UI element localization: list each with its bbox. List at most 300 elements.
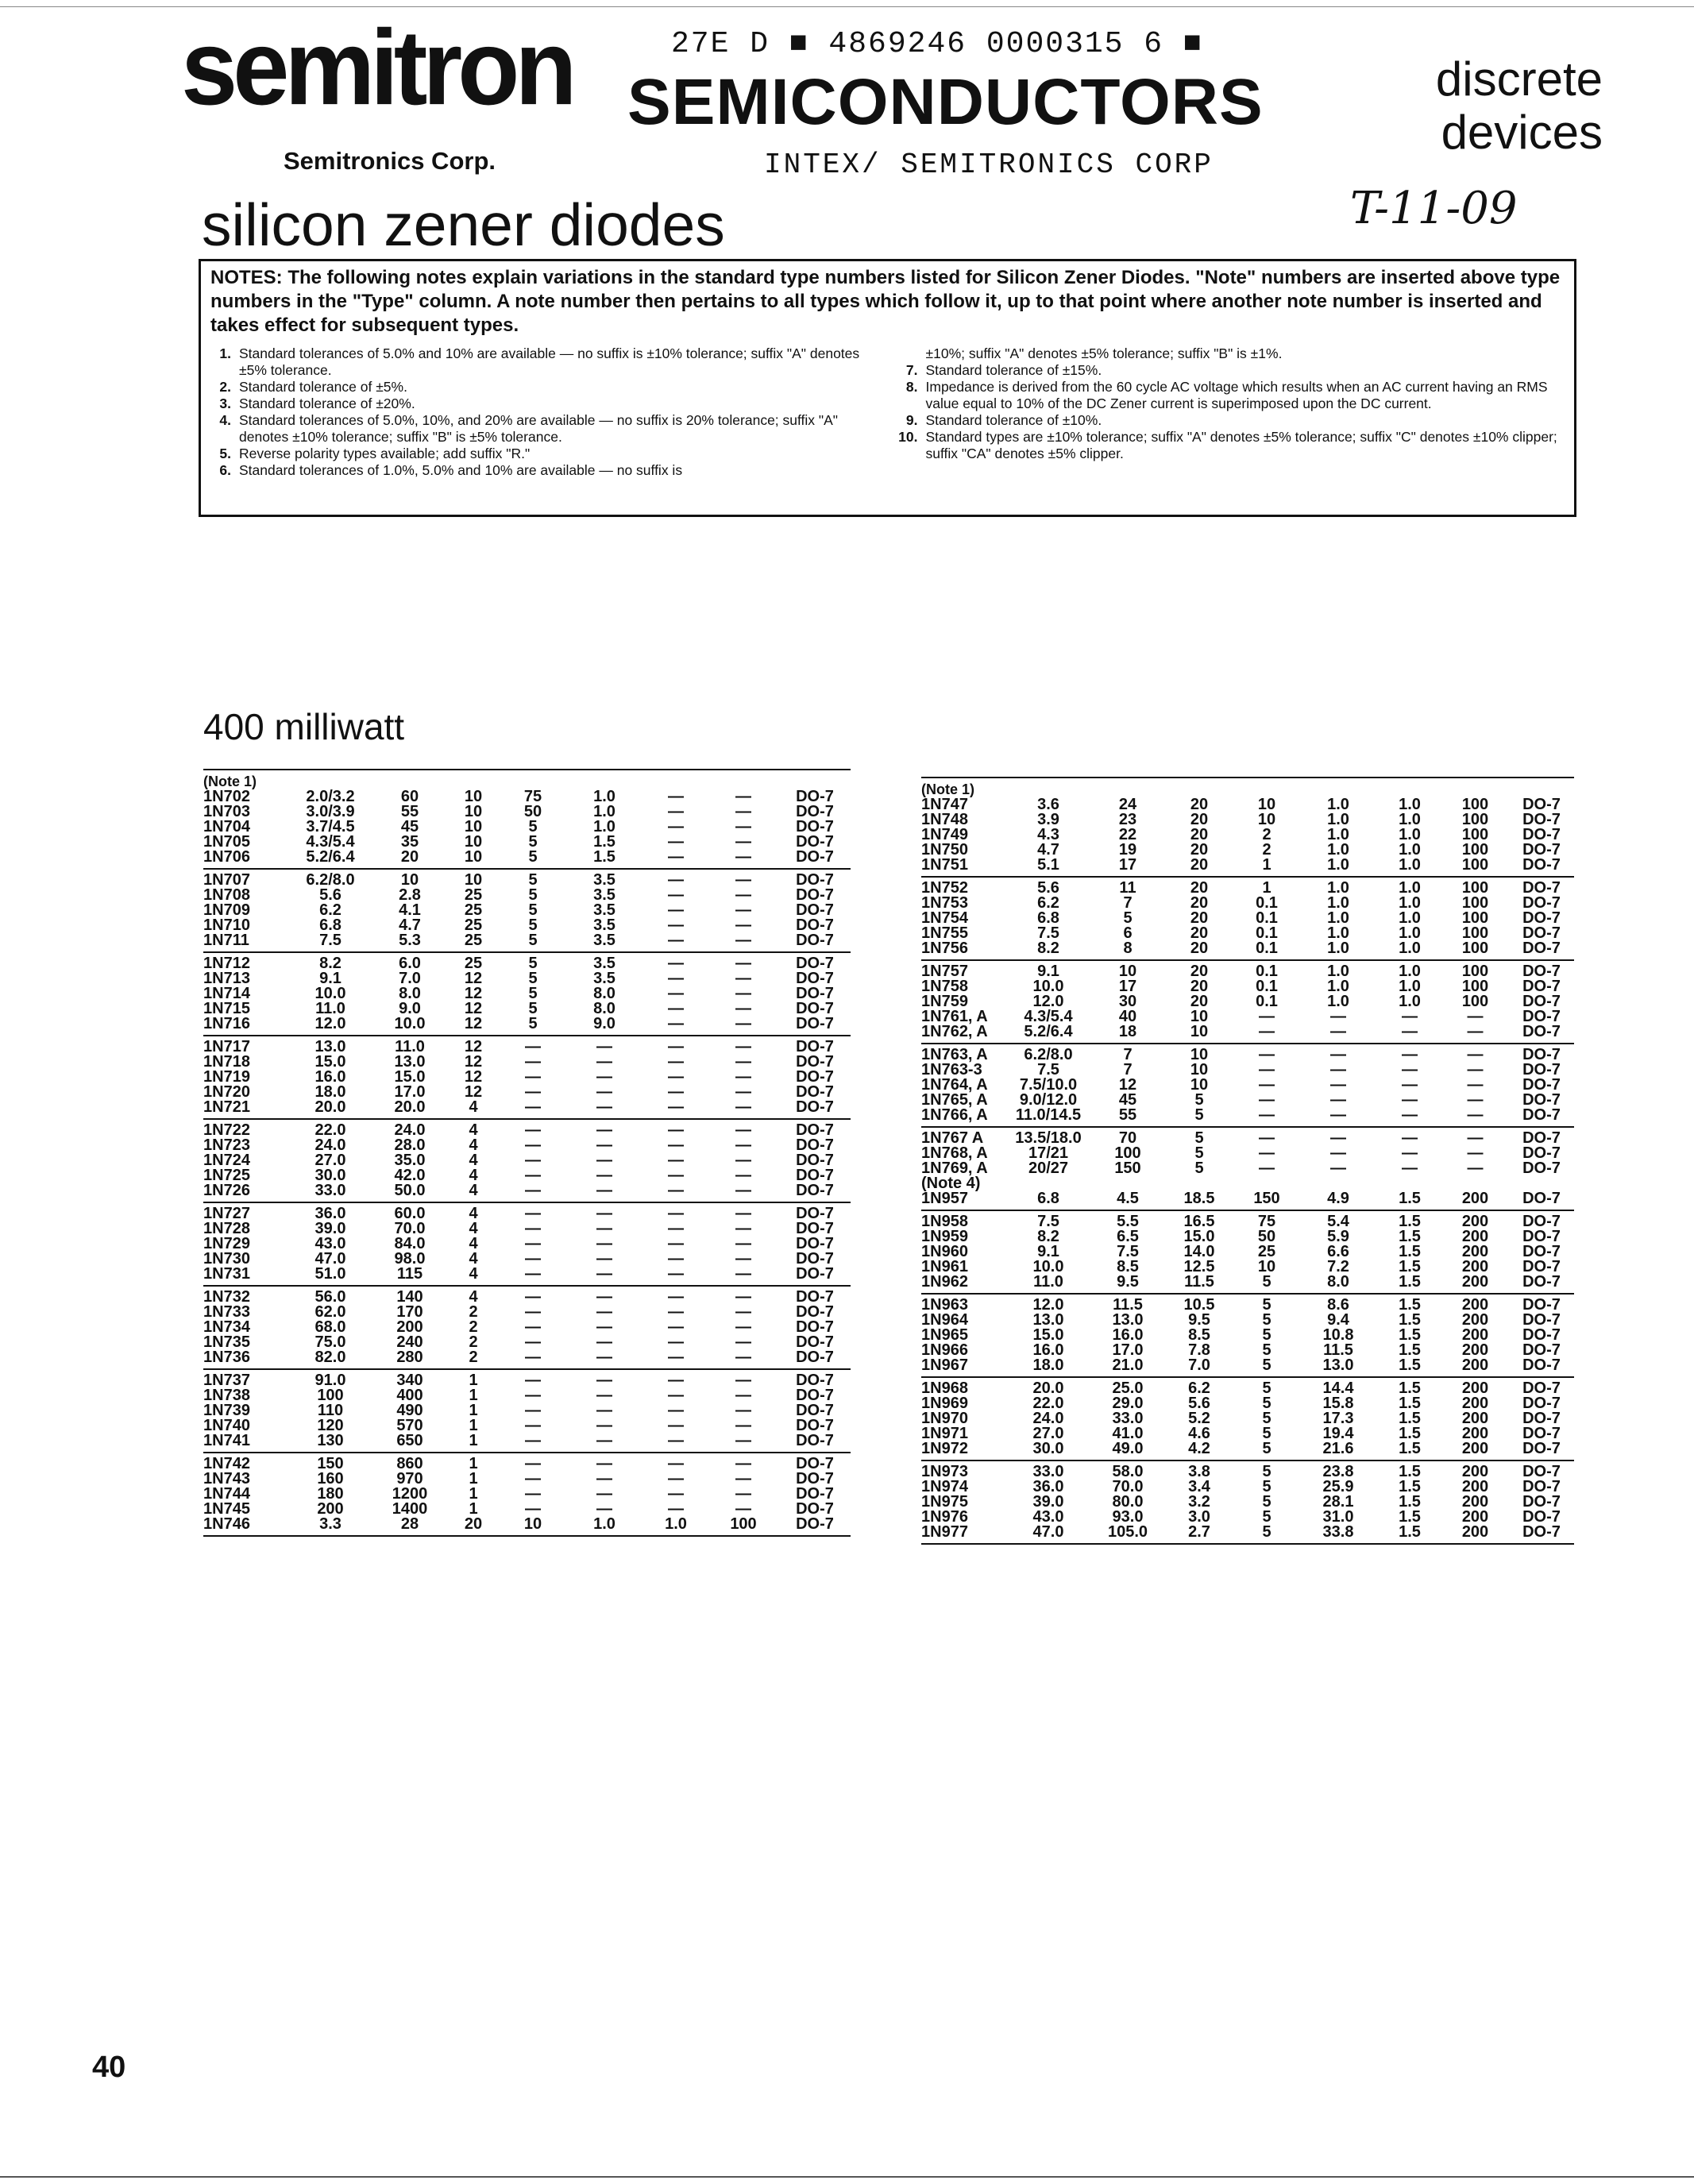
table-cell: 5 [1262, 1440, 1271, 1457]
type-number-cell: 1N712 [203, 955, 250, 972]
table-cell: 5 [1262, 1463, 1271, 1480]
type-number-cell: 1N745 [203, 1500, 250, 1518]
table-cell: 1.0 [1327, 811, 1349, 828]
table-cell: DO-7 [796, 1500, 834, 1518]
type-number-cell: 1N971 [921, 1425, 968, 1442]
table-cell: 105.0 [1107, 1523, 1148, 1541]
table-cell: 70.0 [394, 1220, 426, 1237]
table-cell: 2 [469, 1333, 478, 1351]
note-number [897, 345, 918, 362]
table-cell: — [735, 1015, 751, 1032]
table-cell: 12 [464, 1015, 483, 1032]
type-number-cell: 1N718 [203, 1053, 250, 1071]
table-cell: DO-7 [1522, 993, 1561, 1010]
table-cell: 150 [1114, 1160, 1141, 1177]
table-cell: 5.2 [1188, 1410, 1210, 1427]
table-cell: 100 [1461, 978, 1489, 995]
table-cell: 6.2 [1037, 894, 1059, 912]
table-cell: 75 [1257, 1213, 1276, 1230]
table-cell: 400 [396, 1387, 423, 1404]
table-cell: 5.2/6.4 [1024, 1023, 1073, 1040]
table-cell: DO-7 [1522, 1243, 1561, 1260]
table-cell: 20 [1190, 978, 1209, 995]
type-number-cell: 1N730 [203, 1250, 250, 1268]
table-cell: — [735, 1053, 751, 1071]
table-cell: 1.0 [1327, 841, 1349, 859]
table-cell: 43.0 [314, 1235, 346, 1252]
table-cell: 100 [1461, 940, 1489, 957]
table-cell: 31.0 [1322, 1508, 1354, 1526]
table-cell: 12.5 [1183, 1258, 1215, 1275]
table-cell: — [1330, 1061, 1346, 1078]
table-cell: 5.9 [1327, 1228, 1349, 1245]
table-cell: 100 [1461, 879, 1489, 897]
table-cell: 20 [464, 1515, 483, 1533]
table-cell: 50 [523, 803, 542, 820]
table-cell: — [596, 1121, 612, 1139]
note-number: 3. [219, 396, 231, 411]
type-number-cell: 1N742 [203, 1455, 250, 1472]
table-cell: 30.0 [1032, 1440, 1064, 1457]
table-cell: DO-7 [1522, 1046, 1561, 1063]
table-cell: 5 [1262, 1508, 1271, 1526]
table-cell: 22 [1118, 826, 1137, 843]
table-cell: — [596, 1455, 612, 1472]
table-cell: 3.5 [593, 871, 615, 889]
table-cell: — [1330, 1091, 1346, 1109]
note-number: 10. [898, 429, 918, 445]
table-cell: DO-7 [1522, 1523, 1561, 1541]
table-cell: — [1467, 1144, 1484, 1162]
table-cell: 2 [469, 1318, 478, 1336]
table-row [203, 1183, 851, 1198]
table-cell: DO-7 [1522, 1160, 1561, 1177]
table-cell: 200 [1461, 1258, 1489, 1275]
table-cell: 200 [1461, 1425, 1489, 1442]
table-cell: 5.6 [1188, 1395, 1210, 1412]
table-cell: 100 [1461, 856, 1489, 874]
table-cell: — [1259, 1129, 1275, 1147]
table-cell: 24.0 [394, 1121, 426, 1139]
table-cell: 13.5/18.0 [1015, 1129, 1082, 1147]
type-number-cell: 1N741 [203, 1432, 250, 1449]
table-cell: DO-7 [796, 1136, 834, 1154]
table-cell: — [1402, 1091, 1418, 1109]
notes-box [199, 259, 1576, 517]
category-label: discrete devices [1435, 52, 1603, 160]
table-cell: DO-7 [1522, 1190, 1561, 1207]
table-cell: — [596, 1250, 612, 1268]
table-cell: 55 [1118, 1106, 1137, 1124]
table-cell: 17 [1118, 856, 1137, 874]
table-cell: — [596, 1470, 612, 1488]
note-item [210, 396, 878, 412]
table-cell: 10.5 [1183, 1296, 1215, 1314]
table-cell: 5 [1262, 1523, 1271, 1541]
table-cell: 11.0/14.5 [1015, 1106, 1082, 1124]
table-cell: — [596, 1235, 612, 1252]
table-cell: DO-7 [1522, 978, 1561, 995]
type-number-cell: 1N728 [203, 1220, 250, 1237]
table-cell: 10.0 [1032, 1258, 1064, 1275]
table-cell: 20 [1190, 940, 1209, 957]
table-cell: 280 [396, 1349, 423, 1366]
table-cell: 12 [1118, 1076, 1137, 1094]
type-number-cell: 1N957 [921, 1190, 968, 1207]
table-cell: 3.6 [1037, 796, 1059, 813]
table-cell: — [735, 1121, 751, 1139]
table-cell: 10 [464, 803, 483, 820]
table-cell: 25 [464, 886, 483, 904]
table-cell: 5 [528, 916, 538, 934]
table-cell: 20 [1190, 909, 1209, 927]
table-cell: 200 [1461, 1341, 1489, 1359]
type-number-cell: 1N704 [203, 818, 250, 835]
table-cell: 18.5 [1183, 1190, 1215, 1207]
table-cell: — [525, 1205, 541, 1222]
table-cell: DO-7 [796, 818, 834, 835]
table-cell: 1.5 [1399, 1410, 1421, 1427]
table-cell: — [525, 1235, 541, 1252]
table-cell: 1.0 [1327, 879, 1349, 897]
table-cell: DO-7 [796, 1432, 834, 1449]
table-cell: 150 [317, 1455, 344, 1472]
table-cell: — [668, 1235, 684, 1252]
table-cell: 650 [396, 1432, 423, 1449]
table-cell: 9.0/12.0 [1019, 1091, 1078, 1109]
table-cell: 1 [469, 1455, 478, 1472]
table-cell: — [735, 833, 751, 851]
table-cell: 20.0 [394, 1098, 426, 1116]
notes-left-column [210, 345, 878, 479]
table-cell: DO-7 [796, 1455, 834, 1472]
table-cell: — [525, 1455, 541, 1472]
table-cell: 100 [1461, 924, 1489, 942]
note-number: 6. [219, 462, 231, 478]
table-row [203, 805, 851, 820]
table-cell: — [1467, 1106, 1484, 1124]
type-number-cell: 1N753 [921, 894, 968, 912]
table-cell: 4 [469, 1167, 478, 1184]
note-item [897, 379, 1565, 412]
type-number-cell: 1N724 [203, 1152, 250, 1169]
table-cell: 8.0 [593, 1000, 615, 1017]
table-cell: — [1259, 1106, 1275, 1124]
type-number-cell: 1N964 [921, 1311, 968, 1329]
table-cell: 100 [1461, 963, 1489, 980]
table-cell: — [1259, 1144, 1275, 1162]
table-cell: DO-7 [796, 1349, 834, 1366]
note-item [897, 429, 1565, 462]
table-cell: — [525, 1402, 541, 1419]
table-cell: 5 [528, 1015, 538, 1032]
table-cell: 41.0 [1112, 1425, 1144, 1442]
table-cell: DO-7 [1522, 1061, 1561, 1078]
table-cell: 1.5 [1399, 1228, 1421, 1245]
type-number-cell: (Note 4) [921, 1175, 981, 1192]
type-number-cell: 1N967 [921, 1356, 968, 1374]
section-title: 400 milliwatt [203, 706, 405, 747]
table-cell: — [668, 818, 684, 835]
table-cell: — [525, 1220, 541, 1237]
table-cell: 200 [1461, 1311, 1489, 1329]
table-cell: — [1402, 1023, 1418, 1040]
type-number-cell: 1N743 [203, 1470, 250, 1488]
table-cell: — [668, 985, 684, 1002]
type-number-cell: 1N731 [203, 1265, 250, 1283]
table-cell: DO-7 [796, 1402, 834, 1419]
table-cell: 15.0 [1183, 1228, 1215, 1245]
table-cell: 10.8 [1322, 1326, 1354, 1344]
type-number-cell: 1N763-3 [921, 1061, 982, 1078]
table-cell: 20/27 [1028, 1160, 1069, 1177]
table-row [921, 1525, 1574, 1540]
note-text: Standard tolerance of ±15%. [925, 362, 1102, 378]
type-number-cell: 1N714 [203, 985, 250, 1002]
table-cell: 20 [1190, 826, 1209, 843]
type-number-cell: 1N961 [921, 1258, 968, 1275]
table-group [203, 870, 851, 953]
table-cell: 10 [1257, 1258, 1276, 1275]
table-cell: 2 [469, 1303, 478, 1321]
table-cell: — [596, 1288, 612, 1306]
table-cell: 200 [1461, 1356, 1489, 1374]
table-cell: 55 [400, 803, 419, 820]
table-cell: 5 [1194, 1091, 1204, 1109]
table-cell: DO-7 [796, 833, 834, 851]
table-cell: 1 [469, 1387, 478, 1404]
table-cell: — [525, 1432, 541, 1449]
table-cell: 5 [1262, 1273, 1271, 1291]
table-cell: 25 [464, 901, 483, 919]
table-cell: — [596, 1372, 612, 1389]
table-cell: DO-7 [1522, 1106, 1561, 1124]
table-cell: 4 [469, 1098, 478, 1116]
table-cell: DO-7 [796, 1318, 834, 1336]
table-cell: 12.0 [314, 1015, 346, 1032]
table-cell: 20 [1190, 796, 1209, 813]
table-cell: — [1467, 1046, 1484, 1063]
table-row [921, 1275, 1574, 1290]
table-cell: 1.5 [1399, 1508, 1421, 1526]
table-cell: 9.0 [593, 1015, 615, 1032]
table-cell: — [1467, 1129, 1484, 1147]
table-cell: 200 [1461, 1379, 1489, 1397]
table-cell: 100 [1461, 993, 1489, 1010]
table-group [921, 1211, 1574, 1295]
table-cell: DO-7 [796, 1387, 834, 1404]
intex-label: INTEX/ SEMITRONICS CORP [764, 149, 1214, 181]
type-number-cell: 1N726 [203, 1182, 250, 1199]
table-cell: 5 [528, 985, 538, 1002]
table-cell: 12 [464, 970, 483, 987]
table-cell: 3.0 [1188, 1508, 1210, 1526]
table-cell: 4 [469, 1182, 478, 1199]
table-cell: — [1402, 1106, 1418, 1124]
note-number: 5. [219, 446, 231, 461]
table-cell: 45 [1118, 1091, 1137, 1109]
table-cell: 7.5 [1037, 1061, 1059, 1078]
table-cell: 1.0 [1399, 841, 1421, 859]
table-cell: 130 [317, 1432, 344, 1449]
table-cell: — [735, 932, 751, 949]
table-cell: 1.0 [1399, 811, 1421, 828]
table-cell: 1.5 [1399, 1523, 1421, 1541]
table-cell: 15.8 [1322, 1395, 1354, 1412]
table-cell: DO-7 [1522, 879, 1561, 897]
logo-text: semitron [181, 8, 573, 128]
type-number-cell: 1N737 [203, 1372, 250, 1389]
table-cell: 8.2 [1037, 1228, 1059, 1245]
table-cell: DO-7 [796, 1265, 834, 1283]
table-cell: — [596, 1098, 612, 1116]
table-cell: DO-7 [796, 1220, 834, 1237]
table-cell: 7.5/10.0 [1019, 1076, 1078, 1094]
table-cell: DO-7 [1522, 1440, 1561, 1457]
table-cell: 1.0 [1399, 909, 1421, 927]
table-cell: DO-7 [796, 848, 834, 866]
table-cell: 4 [469, 1220, 478, 1237]
table-cell: DO-7 [796, 1485, 834, 1503]
note-text: Standard types are ±10% tolerance; suffix "A" denotes ±5% tolerance; suffix "C" denotes ±10% clipper; suffix "CA" denotes ±5% clipper. [925, 429, 1557, 461]
type-number-cell: 1N721 [203, 1098, 250, 1116]
table-cell: — [1330, 1129, 1346, 1147]
type-number-cell: 1N968 [921, 1379, 968, 1397]
table-cell: DO-7 [796, 1333, 834, 1351]
table-row [203, 986, 851, 1001]
table-cell: 5 [528, 871, 538, 889]
table-cell: — [735, 1167, 751, 1184]
table-cell: — [735, 1485, 751, 1503]
table-cell: 200 [1461, 1463, 1489, 1480]
table-group [203, 1453, 851, 1537]
table-cell: — [668, 1182, 684, 1199]
table-cell: 11.0 [1033, 1273, 1063, 1291]
table-cell: 1 [469, 1402, 478, 1419]
company-logo [181, 8, 573, 128]
table-cell: 13.0 [1112, 1311, 1144, 1329]
table-cell: — [596, 1182, 612, 1199]
corp-name: Semitronics Corp. [284, 147, 496, 175]
table-cell: — [596, 1485, 612, 1503]
table-cell: — [668, 1053, 684, 1071]
table-cell: 15.0 [314, 1053, 346, 1071]
table-cell: 100 [317, 1387, 344, 1404]
table-cell: 200 [1461, 1213, 1489, 1230]
table-cell: 100 [1461, 909, 1489, 927]
table-cell: 98.0 [394, 1250, 426, 1268]
table-cell: 10.0 [1032, 978, 1064, 995]
table-cell: 39.0 [1032, 1493, 1064, 1511]
table-cell: 4.3/5.4 [306, 833, 355, 851]
table-cell: — [668, 848, 684, 866]
table-cell: DO-7 [796, 1152, 834, 1169]
table-cell: — [668, 1000, 684, 1017]
table-cell: 1.0 [1327, 826, 1349, 843]
table-cell: 4.7 [1037, 841, 1059, 859]
type-number-cell: 1N757 [921, 963, 968, 980]
table-cell: 1.0 [1399, 978, 1421, 995]
table-cell: — [1330, 1144, 1346, 1162]
table-cell: DO-7 [796, 970, 834, 987]
table-cell: — [1330, 1023, 1346, 1040]
table-cell: 18 [1118, 1023, 1137, 1040]
table-group [921, 1295, 1574, 1378]
table-cell: DO-7 [1522, 796, 1561, 813]
table-cell: — [525, 1121, 541, 1139]
table-cell: 10 [400, 871, 419, 889]
table-cell: 5 [1194, 1129, 1204, 1147]
table-cell: 3.5 [593, 901, 615, 919]
type-number-cell: 1N974 [921, 1478, 968, 1495]
type-number-cell: 1N767 A [921, 1129, 984, 1147]
table-cell: — [525, 1417, 541, 1434]
table-cell: DO-7 [796, 1470, 834, 1488]
type-number-cell: 1N965 [921, 1326, 968, 1344]
table-cell: 1.5 [1399, 1463, 1421, 1480]
type-number-cell: 1N754 [921, 909, 968, 927]
table-cell: 20 [1190, 924, 1209, 942]
table-cell: 1.5 [1399, 1425, 1421, 1442]
table-cell: DO-7 [796, 1235, 834, 1252]
table-cell: 14.4 [1322, 1379, 1354, 1397]
table-cell: — [596, 1387, 612, 1404]
type-number-cell: 1N764, A [921, 1076, 988, 1094]
table-cell: 10 [464, 833, 483, 851]
table-cell: — [668, 1265, 684, 1283]
table-cell: 100 [1461, 841, 1489, 859]
table-cell: 1.5 [1399, 1341, 1421, 1359]
note-item [210, 345, 878, 379]
type-number-cell: 1N707 [203, 871, 250, 889]
table-cell: 4.7 [399, 916, 421, 934]
page-number: 40 [92, 2051, 126, 2084]
table-cell: 35.0 [394, 1152, 426, 1169]
type-number-cell: 1N958 [921, 1213, 968, 1230]
table-cell: DO-7 [796, 886, 834, 904]
table-cell: 3.5 [593, 916, 615, 934]
table-cell: DO-7 [1522, 1425, 1561, 1442]
table-cell: 20 [1190, 841, 1209, 859]
table-cell: DO-7 [1522, 1410, 1561, 1427]
table-cell: DO-7 [796, 1250, 834, 1268]
table-cell: 20 [1190, 963, 1209, 980]
table-cell: 6.8 [1037, 1190, 1059, 1207]
table-cell: 180 [317, 1485, 344, 1503]
table-cell: 1.0 [1399, 924, 1421, 942]
table-cell: 47.0 [314, 1250, 346, 1268]
table-cell: 23.8 [1322, 1463, 1354, 1480]
type-number-cell: 1N727 [203, 1205, 250, 1222]
table-cell: — [735, 1318, 751, 1336]
table-cell: — [735, 970, 751, 987]
table-cell: — [668, 1015, 684, 1032]
table-cell: 23 [1118, 811, 1137, 828]
table-cell: — [735, 955, 751, 972]
table-cell: 17.3 [1322, 1410, 1354, 1427]
table-cell: 200 [1461, 1508, 1489, 1526]
table-cell: DO-7 [796, 1205, 834, 1222]
table-cell: 11.0 [315, 1000, 345, 1017]
table-cell: 6.5 [1117, 1228, 1139, 1245]
table-cell: DO-7 [796, 871, 834, 889]
table-cell: — [735, 1387, 751, 1404]
table-cell: 15.0 [1032, 1326, 1064, 1344]
table-cell: — [735, 1432, 751, 1449]
type-number-cell: 1N959 [921, 1228, 968, 1245]
table-cell: — [668, 1333, 684, 1351]
table-cell: 160 [317, 1470, 344, 1488]
